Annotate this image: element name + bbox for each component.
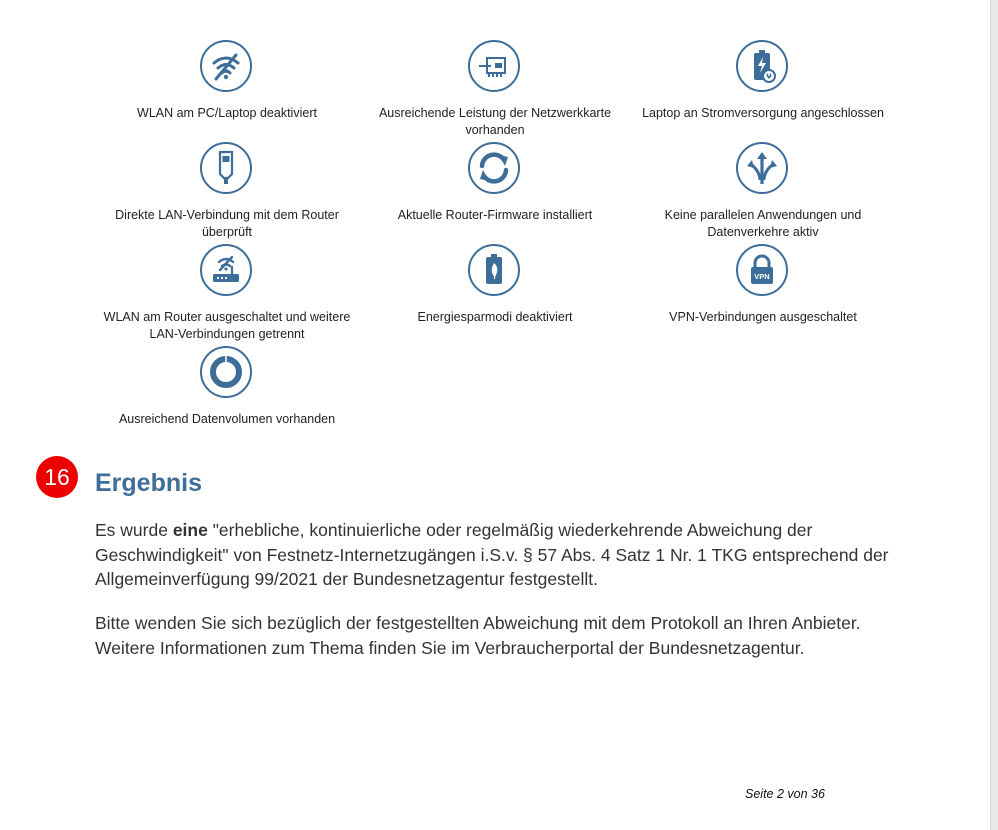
eco-battery-icon: [468, 244, 520, 296]
checklist-item-label: Energiesparmodi deaktiviert: [417, 310, 573, 324]
checklist-grid: [94, 40, 896, 432]
data-ring-icon: [200, 346, 252, 398]
lan-cable-icon: [200, 142, 252, 194]
result-paragraph: [95, 518, 895, 592]
checklist-item-label: WLAN am Router ausgeschaltet und weitere LAN-Verbindungen getrennt: [103, 310, 351, 341]
network-card-icon: [468, 40, 520, 92]
checklist-item-label: Keine parallelen Anwendungen und Datenverkehre aktiv: [664, 208, 862, 239]
checklist-item-label: Ausreichende Leistung der Netzwerkkarte vorhanden: [378, 106, 612, 137]
checklist-item-label: Ausreichend Datenvolumen vorhanden: [118, 412, 336, 426]
result-text-start: Es wurde: [95, 520, 173, 540]
wifi-off-icon: [200, 40, 252, 92]
checklist-item-label: VPN-Verbindungen ausgeschaltet: [669, 310, 857, 324]
contact-paragraph: Bitte wenden Sie sich bezüglich der festgestellten Abweichung mit dem Protokoll an Ihren Anbieter. Weitere Informationen zum Thema finden Sie im Verbraucherportal der Bundesnetzagentur.: [95, 613, 861, 658]
checklist-item-label: Laptop an Stromversorgung angeschlossen: [642, 106, 884, 120]
checklist-item-label: WLAN am PC/Laptop deaktiviert: [137, 106, 317, 120]
section-heading: Ergebnis: [95, 469, 202, 497]
section-number-badge: 16: [36, 456, 78, 498]
checklist-item-label: Aktuelle Router-Firmware installiert: [397, 208, 593, 222]
battery-plug-icon: [736, 40, 788, 92]
page-number: Seite 2 von 36: [745, 787, 825, 801]
refresh-icon: [468, 142, 520, 194]
checklist-item-label: Direkte LAN-Verbindung mit dem Router überprüft: [115, 208, 339, 239]
split-arrows-icon: [736, 142, 788, 194]
vpn-text: VPN: [754, 272, 770, 281]
router-wifi-off-icon: [200, 244, 252, 296]
result-text-rest: "erhebliche, kontinuierliche oder regelmäßig wiederkehrende Abweichung der Geschwindigkeit" von Festnetz-Internetzugängen i.S.v. § 57 Abs. 4 Satz 1 Nr. 1 TKG entsprechend der Allgemeinverfügung 99/2021 der Bundesnetzagentur festgestellt.: [95, 520, 889, 589]
viewer-scrollbar[interactable]: [990, 0, 998, 830]
result-emphasis: eine: [172, 520, 208, 540]
vpn-lock-icon: [736, 244, 788, 296]
